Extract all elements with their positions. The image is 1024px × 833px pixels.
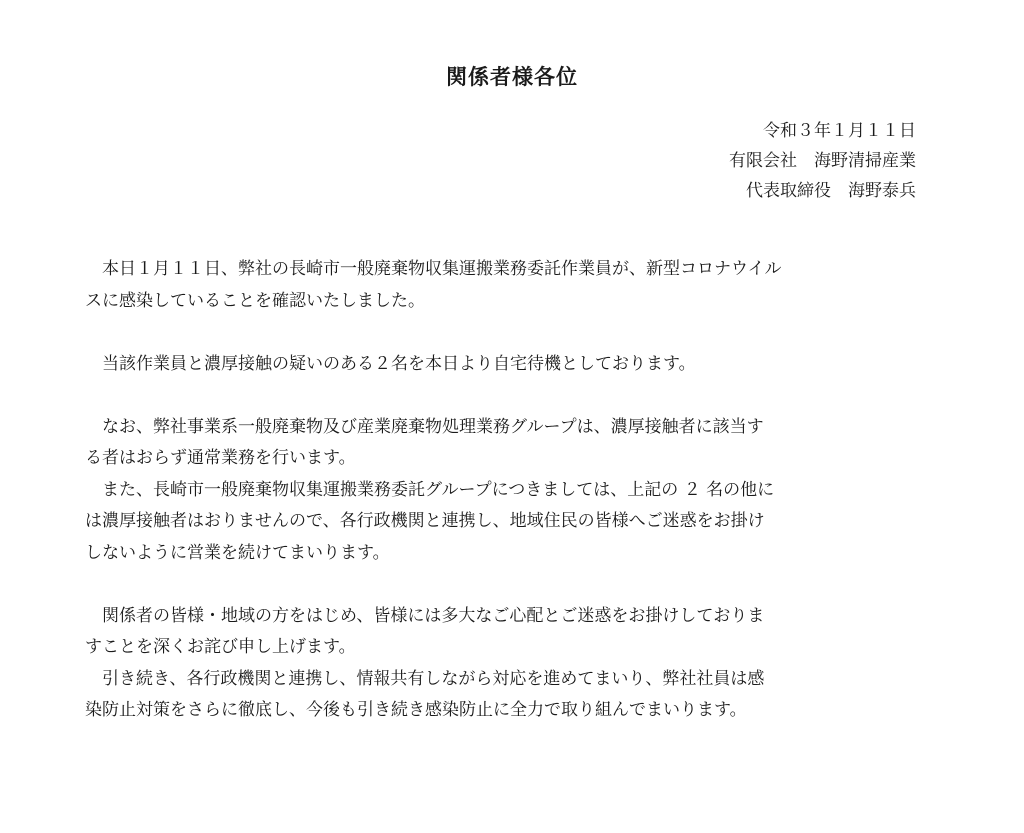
document-title: 関係者様各位: [446, 65, 578, 89]
paragraph-spacer: [85, 569, 925, 601]
paragraph-infection-confirmed: [85, 254, 925, 317]
paragraph-line: また、長崎市一般廃棄物収集運搬業務委託グループにつきましては、上記の ２ 名の他に: [85, 479, 775, 500]
paragraph-line: る者はおらず通常業務を行います。: [85, 448, 356, 468]
paragraph-line: 関係者の皆様・地域の方をはじめ、皆様には多大なご心配とご迷惑をお掛けしておりま: [85, 605, 765, 626]
paragraph-line: は濃厚接触者はおりませんので、各行政機関と連携し、地域住民の皆様へご迷惑をお掛け: [85, 511, 765, 531]
company-name: 有限会社 海野清掃産業: [729, 151, 916, 171]
paragraph-normal-operations: [85, 412, 925, 475]
paragraph-line: すことを深くお詫び申し上げます。: [85, 637, 356, 657]
paragraph-prevention-measures: [85, 664, 925, 727]
sender-block: [729, 116, 916, 206]
paragraph-line: スに感染していることを確認いたしました。: [85, 290, 425, 311]
paragraph-spacer: [85, 317, 925, 349]
paragraph-apology: [85, 601, 925, 664]
paragraph-line: 引き続き、各行政機関と連携し、情報共有しながら対応を進めてまいり、弊社社員は感: [85, 668, 765, 689]
paragraph-line: 当該作業員と濃厚接触の疑いのある２名を本日より自宅待機としております。: [85, 353, 696, 374]
paragraph-line: 染防止対策をさらに徹底し、今後も引き続き感染防止に全力で取り組んでまいります。: [85, 700, 747, 720]
paragraph-home-standby: [85, 349, 925, 381]
paragraph-continue-business: [85, 475, 925, 570]
document-body: [85, 254, 925, 727]
paragraph-line: なお、弊社事業系一般廃棄物及び産業廃棄物処理業務グループは、濃厚接触者に該当す: [85, 416, 764, 437]
representative-name: 代表取締役 海野泰兵: [746, 181, 916, 201]
paragraph-spacer: [85, 380, 925, 412]
issue-date: 令和３年１月１１日: [763, 121, 916, 141]
paragraph-line: 本日１月１１日、弊社の長崎市一般廃棄物収集運搬業務委託作業員が、新型コロナウイル: [85, 259, 782, 279]
paragraph-line: しないように営業を続けてまいります。: [85, 542, 390, 563]
